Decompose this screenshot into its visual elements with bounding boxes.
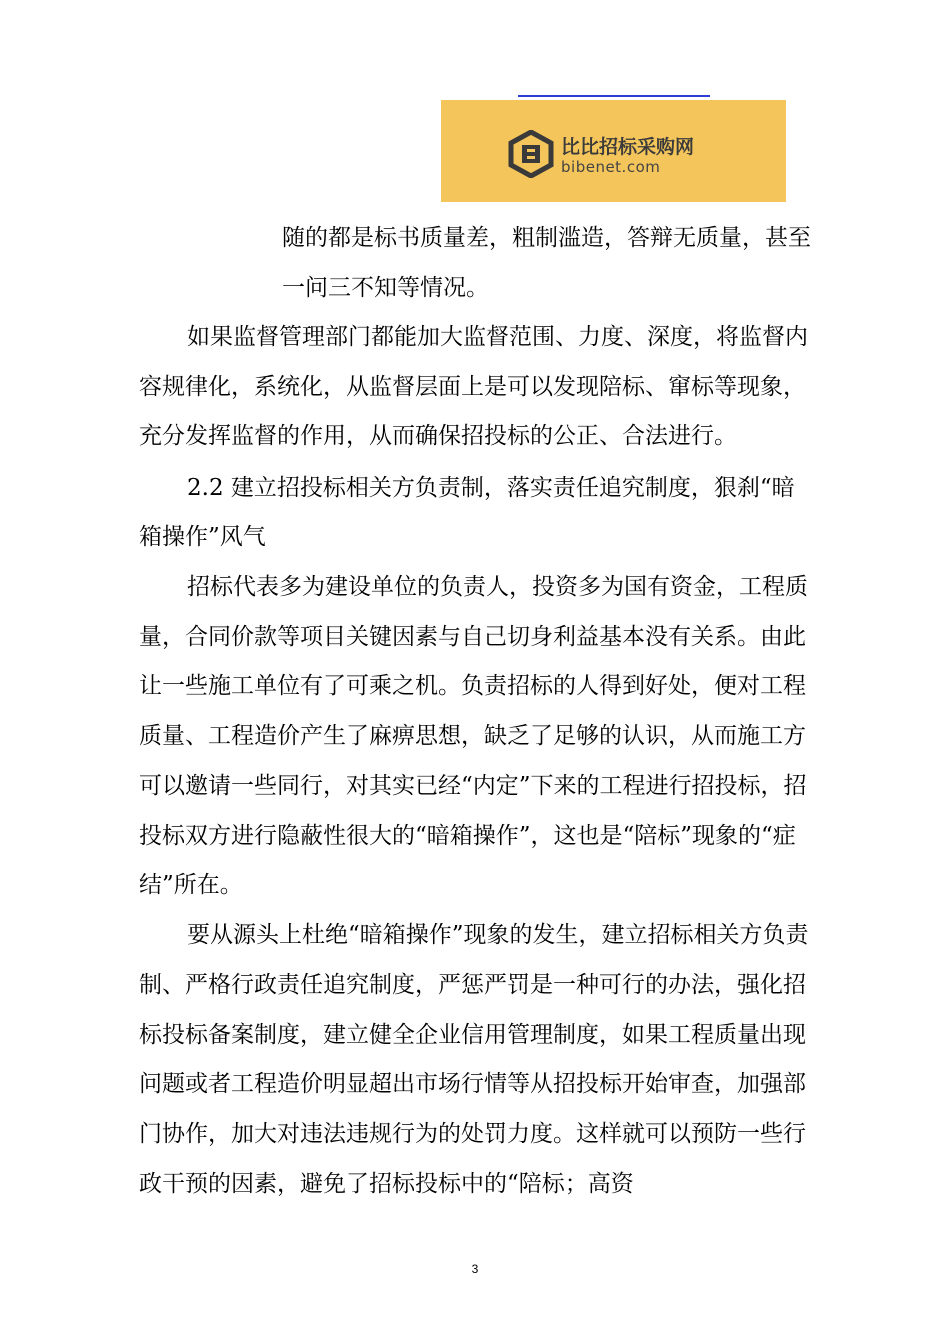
hexagon-logo-icon bbox=[508, 130, 554, 178]
logo-banner bbox=[441, 100, 786, 202]
header-rule bbox=[518, 95, 710, 97]
text-line: 让一些施工单位有了可乘之机。负责招标的人得到好处，便对工程 bbox=[139, 673, 806, 699]
text-line: 问题或者工程造价明显超出市场行情等从招投标开始审查，加强部 bbox=[139, 1071, 806, 1097]
text-line: 充分发挥监督的作用，从而确保招投标的公正、合法进行。 bbox=[139, 423, 737, 449]
text-line: 政干预的因素，避免了招标投标中的“陪标；高资 bbox=[139, 1171, 634, 1197]
text-line: 招标代表多为建设单位的负责人，投资多为国有资金，工程质 bbox=[187, 574, 808, 600]
text-line: 一问三不知等情况。 bbox=[282, 275, 489, 301]
text-line: 质量、工程造价产生了麻痹思想，缺乏了足够的认识，从而施工方 bbox=[139, 723, 806, 749]
text-line: 要从源头上杜绝“暗箱操作”现象的发生，建立招标相关方负责 bbox=[187, 922, 809, 948]
section-heading: 2.2 建立招投标相关方负责制，落实责任追究制度，狠刹“暗 bbox=[187, 475, 795, 501]
text-line: 容规律化，系统化，从监督层面上是可以发现陪标、窜标等现象， bbox=[139, 374, 806, 400]
text-line: 门协作，加大对违法违规行为的处罚力度。这样就可以预防一些行 bbox=[139, 1121, 806, 1147]
text-line: 量，合同价款等项目关键因素与自己切身利益基本没有关系。由此 bbox=[139, 624, 806, 650]
text-line: 如果监督管理部门都能加大监督范围、力度、深度，将监督内 bbox=[187, 324, 808, 350]
text-line: 结”所在。 bbox=[139, 872, 243, 898]
section-heading: 箱操作”风气 bbox=[139, 524, 266, 550]
text-line: 随的都是标书质量差，粗制滥造，答辩无质量，甚至 bbox=[282, 225, 811, 251]
text-line: 可以邀请一些同行，对其实已经“内定”下来的工程进行招投标，招 bbox=[139, 773, 807, 799]
text-line: 标投标备案制度，建立健全企业信用管理制度，如果工程质量出现 bbox=[139, 1022, 806, 1048]
text-line: 制、严格行政责任追究制度，严惩严罚是一种可行的办法，强化招 bbox=[139, 972, 806, 998]
logo-domain: bibenet.com bbox=[561, 158, 661, 176]
text-line: 投标双方进行隐蔽性很大的“暗箱操作”，这也是“陪标”现象的“症 bbox=[139, 823, 796, 849]
page-number: 3 bbox=[471, 1262, 479, 1276]
logo-name: 比比招标采购网 bbox=[561, 136, 695, 158]
